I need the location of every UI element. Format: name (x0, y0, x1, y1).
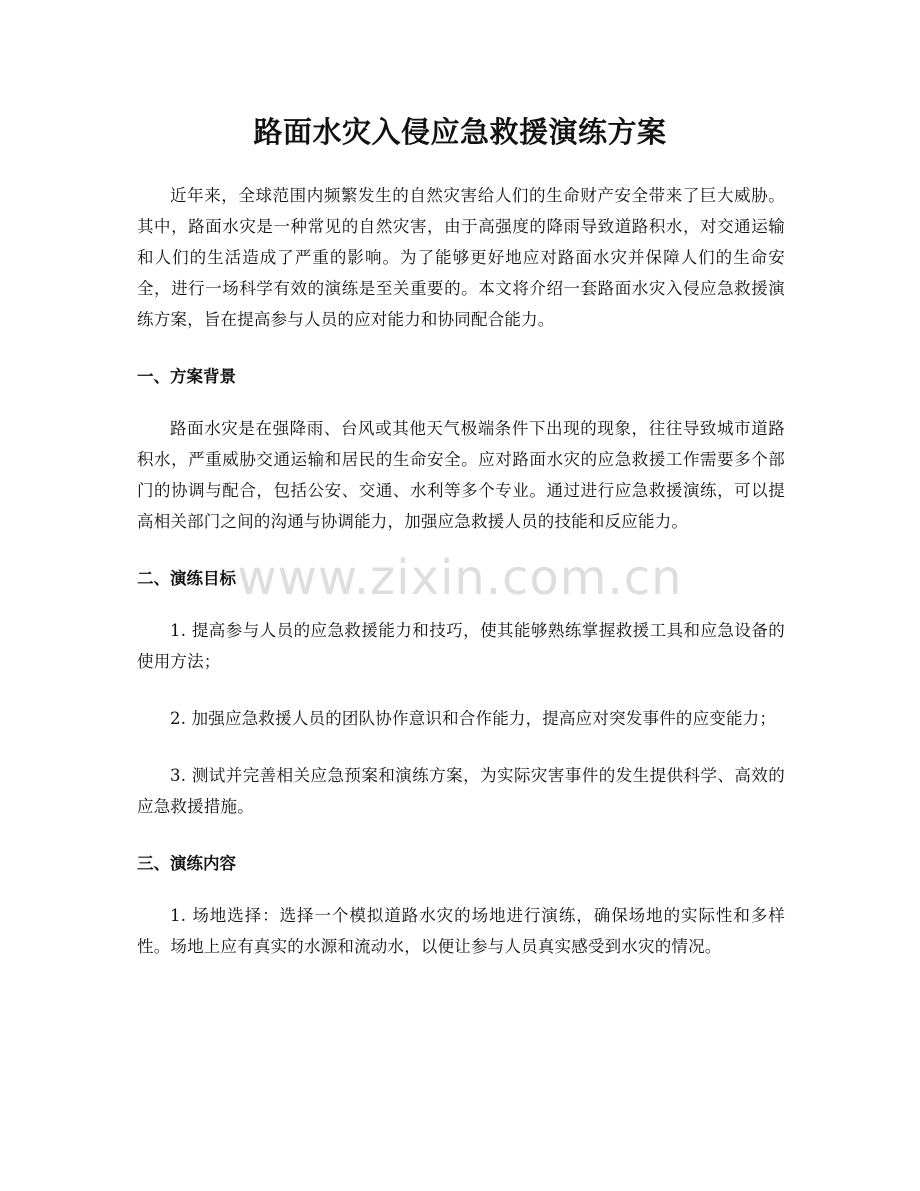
section-heading-content: 三、演练内容 (137, 854, 236, 873)
watermark: www.zixin.com.cn (237, 550, 683, 606)
intro-paragraph: 近年来，全球范围内频繁发生的自然灾害给人们的生命财产安全带来了巨大威胁。其中，路面水灾是一种常见的自然灾害，由于高强度的降雨导致道路积水，对交通运输和人们的生活造成了严重的影响。为了能够更好地应对路面水灾并保障人们的生命安全，进行一场科学有效的演练是至关重要的。本文将介绍一套路面水灾入侵应急救援演练方案，旨在提高参与人员的应对能力和协同配合能力。 (137, 186, 785, 329)
document-title: 路面水灾入侵应急救援演练方案 (253, 115, 667, 149)
background-paragraph: 路面水灾是在强降雨、台风或其他天气极端条件下出现的现象，往往导致城市道路积水，严重威胁交通运输和居民的生命安全。应对路面水灾的应急救援工作需要多个部门的协调与配合，包括公安、交通、水利等多个专业。通过进行应急救援演练，可以提高相关部门之间的沟通与协调能力，加强应急救援人员的技能和反应能力。 (137, 419, 785, 531)
document-body (137, 180, 785, 988)
goal-item-3: 3. 测试并完善相关应急预案和演练方案，为实际灾害事件的发生提供科学、高效的应急救援措施。 (137, 766, 785, 816)
section-heading-goals: 二、演练目标 (137, 569, 236, 588)
content-item-1: 1. 场地选择：选择一个模拟道路水灾的场地进行演练，确保场地的实际性和多样性。场地上应有真实的水源和流动水，以便让参与人员真实感受到水灾的情况。 (137, 906, 785, 956)
goal-item-2: 2. 加强应急救援人员的团队协作意识和合作能力，提高应对突发事件的应变能力； (170, 709, 777, 728)
section-heading-background: 一、方案背景 (137, 367, 236, 386)
goal-item-1: 1. 提高参与人员的应急救援能力和技巧，使其能够熟练掌握救援工具和应急设备的使用方法； (137, 621, 785, 671)
